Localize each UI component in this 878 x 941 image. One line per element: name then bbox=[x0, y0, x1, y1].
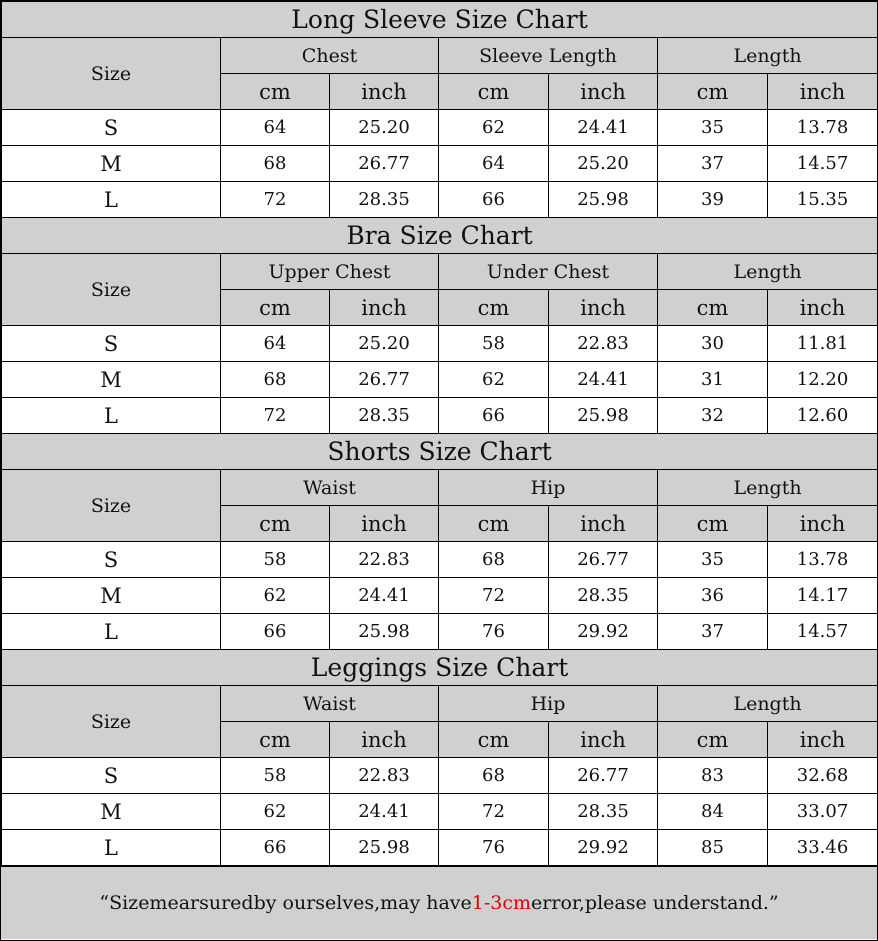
unit-inch-header: inch bbox=[549, 290, 658, 326]
unit-cm-header: cm bbox=[658, 74, 768, 110]
unit-cm-header: cm bbox=[658, 506, 768, 542]
chart-title-row bbox=[2, 650, 878, 686]
measurement-value: 37 bbox=[658, 614, 768, 650]
size-cell: L bbox=[2, 614, 221, 650]
measurement-value: 58 bbox=[439, 326, 549, 362]
unit-cm-header: cm bbox=[221, 722, 330, 758]
unit-inch-header: inch bbox=[768, 74, 878, 110]
size-column-header: Size bbox=[2, 254, 221, 326]
measurement-value: 64 bbox=[221, 326, 330, 362]
measurement-value: 66 bbox=[221, 614, 330, 650]
size-column-header: Size bbox=[2, 38, 221, 110]
measurement-group-header: Length bbox=[658, 38, 878, 74]
measurement-value: 26.77 bbox=[549, 758, 658, 794]
measurement-value: 64 bbox=[221, 110, 330, 146]
measurement-value: 72 bbox=[221, 398, 330, 434]
measurement-value: 14.57 bbox=[768, 146, 878, 182]
measurement-group-row bbox=[2, 470, 878, 506]
unit-cm-header: cm bbox=[221, 506, 330, 542]
unit-cm-header: cm bbox=[439, 74, 549, 110]
size-row bbox=[2, 830, 878, 866]
measurement-value: 25.98 bbox=[330, 614, 439, 650]
measurement-value: 84 bbox=[658, 794, 768, 830]
measurement-value: 14.17 bbox=[768, 578, 878, 614]
size-row bbox=[2, 182, 878, 218]
size-row bbox=[2, 542, 878, 578]
measurement-group-header: Length bbox=[658, 686, 878, 722]
unit-cm-header: cm bbox=[439, 506, 549, 542]
measurement-value: 68 bbox=[221, 362, 330, 398]
measurement-value: 85 bbox=[658, 830, 768, 866]
measurement-group-row bbox=[2, 38, 878, 74]
measurement-value: 62 bbox=[221, 794, 330, 830]
measurement-value: 26.77 bbox=[549, 542, 658, 578]
measurement-value: 12.20 bbox=[768, 362, 878, 398]
size-cell: M bbox=[2, 146, 221, 182]
size-chart-table bbox=[1, 1, 878, 866]
note-text-before: “Sizemearsuredby ourselves,may have bbox=[99, 892, 472, 914]
size-cell: M bbox=[2, 578, 221, 614]
chart-title: Leggings Size Chart bbox=[2, 650, 878, 686]
measurement-value: 76 bbox=[439, 830, 549, 866]
measurement-value: 25.98 bbox=[330, 830, 439, 866]
measurement-value: 33.46 bbox=[768, 830, 878, 866]
measurement-value: 12.60 bbox=[768, 398, 878, 434]
measurement-value: 68 bbox=[439, 542, 549, 578]
measurement-value: 22.83 bbox=[330, 542, 439, 578]
measurement-group-row bbox=[2, 254, 878, 290]
chart-title-row bbox=[2, 218, 878, 254]
size-row bbox=[2, 146, 878, 182]
measurement-group-header: Chest bbox=[221, 38, 439, 74]
measurement-value: 39 bbox=[658, 182, 768, 218]
size-row bbox=[2, 398, 878, 434]
size-cell: L bbox=[2, 830, 221, 866]
measurement-value: 35 bbox=[658, 542, 768, 578]
measurement-value: 15.35 bbox=[768, 182, 878, 218]
measurement-group-header: Sleeve Length bbox=[439, 38, 658, 74]
measurement-group-header: Upper Chest bbox=[221, 254, 439, 290]
unit-cm-header: cm bbox=[439, 722, 549, 758]
chart-title-row bbox=[2, 2, 878, 38]
chart-title-row bbox=[2, 434, 878, 470]
size-cell: L bbox=[2, 182, 221, 218]
measurement-value: 28.35 bbox=[549, 794, 658, 830]
measurement-group-row bbox=[2, 686, 878, 722]
measurement-value: 35 bbox=[658, 110, 768, 146]
size-cell: L bbox=[2, 398, 221, 434]
size-row bbox=[2, 362, 878, 398]
measurement-value: 28.35 bbox=[330, 182, 439, 218]
size-row bbox=[2, 794, 878, 830]
chart-title: Bra Size Chart bbox=[2, 218, 878, 254]
size-row bbox=[2, 326, 878, 362]
measurement-value: 24.41 bbox=[330, 794, 439, 830]
size-cell: M bbox=[2, 794, 221, 830]
unit-inch-header: inch bbox=[768, 722, 878, 758]
unit-inch-header: inch bbox=[330, 506, 439, 542]
measurement-group-header: Hip bbox=[439, 686, 658, 722]
chart-title: Long Sleeve Size Chart bbox=[2, 2, 878, 38]
size-row bbox=[2, 110, 878, 146]
measurement-value: 25.20 bbox=[330, 110, 439, 146]
unit-inch-header: inch bbox=[330, 74, 439, 110]
unit-cm-header: cm bbox=[221, 290, 330, 326]
measurement-value: 72 bbox=[439, 578, 549, 614]
measurement-value: 29.92 bbox=[549, 830, 658, 866]
measurement-group-header: Waist bbox=[221, 470, 439, 506]
size-cell: M bbox=[2, 362, 221, 398]
measurement-value: 26.77 bbox=[330, 146, 439, 182]
measurement-value: 24.41 bbox=[330, 578, 439, 614]
size-cell: S bbox=[2, 542, 221, 578]
measurement-value: 25.20 bbox=[549, 146, 658, 182]
measurement-value: 11.81 bbox=[768, 326, 878, 362]
measurement-value: 64 bbox=[439, 146, 549, 182]
unit-cm-header: cm bbox=[658, 722, 768, 758]
measurement-value: 13.78 bbox=[768, 542, 878, 578]
measurement-value: 68 bbox=[439, 758, 549, 794]
measurement-note bbox=[1, 866, 877, 939]
measurement-value: 29.92 bbox=[549, 614, 658, 650]
measurement-group-header: Length bbox=[658, 470, 878, 506]
measurement-group-header: Waist bbox=[221, 686, 439, 722]
measurement-value: 66 bbox=[439, 398, 549, 434]
measurement-value: 31 bbox=[658, 362, 768, 398]
measurement-value: 25.98 bbox=[549, 182, 658, 218]
measurement-value: 14.57 bbox=[768, 614, 878, 650]
unit-cm-header: cm bbox=[658, 290, 768, 326]
measurement-value: 24.41 bbox=[549, 110, 658, 146]
measurement-value: 25.98 bbox=[549, 398, 658, 434]
note-text-after: error,please understand.” bbox=[531, 892, 779, 914]
unit-inch-header: inch bbox=[768, 506, 878, 542]
measurement-value: 72 bbox=[439, 794, 549, 830]
size-column-header: Size bbox=[2, 686, 221, 758]
measurement-value: 66 bbox=[221, 830, 330, 866]
note-error-range: 1-3cm bbox=[471, 892, 532, 914]
measurement-value: 83 bbox=[658, 758, 768, 794]
measurement-value: 36 bbox=[658, 578, 768, 614]
size-cell: S bbox=[2, 326, 221, 362]
chart-title: Shorts Size Chart bbox=[2, 434, 878, 470]
measurement-group-header: Under Chest bbox=[439, 254, 658, 290]
unit-inch-header: inch bbox=[549, 74, 658, 110]
size-cell: S bbox=[2, 758, 221, 794]
measurement-value: 26.77 bbox=[330, 362, 439, 398]
measurement-value: 28.35 bbox=[330, 398, 439, 434]
measurement-value: 62 bbox=[439, 362, 549, 398]
measurement-value: 22.83 bbox=[549, 326, 658, 362]
measurement-value: 72 bbox=[221, 182, 330, 218]
size-row bbox=[2, 758, 878, 794]
measurement-value: 33.07 bbox=[768, 794, 878, 830]
measurement-value: 76 bbox=[439, 614, 549, 650]
measurement-value: 24.41 bbox=[549, 362, 658, 398]
size-column-header: Size bbox=[2, 470, 221, 542]
unit-cm-header: cm bbox=[221, 74, 330, 110]
unit-inch-header: inch bbox=[549, 722, 658, 758]
measurement-value: 58 bbox=[221, 758, 330, 794]
measurement-value: 22.83 bbox=[330, 758, 439, 794]
measurement-group-header: Length bbox=[658, 254, 878, 290]
measurement-value: 62 bbox=[439, 110, 549, 146]
size-cell: S bbox=[2, 110, 221, 146]
measurement-value: 32.68 bbox=[768, 758, 878, 794]
measurement-value: 68 bbox=[221, 146, 330, 182]
unit-inch-header: inch bbox=[768, 290, 878, 326]
size-chart-body bbox=[2, 2, 878, 866]
measurement-value: 28.35 bbox=[549, 578, 658, 614]
unit-inch-header: inch bbox=[330, 722, 439, 758]
measurement-value: 66 bbox=[439, 182, 549, 218]
size-row bbox=[2, 614, 878, 650]
measurement-value: 30 bbox=[658, 326, 768, 362]
measurement-value: 58 bbox=[221, 542, 330, 578]
unit-inch-header: inch bbox=[549, 506, 658, 542]
unit-cm-header: cm bbox=[439, 290, 549, 326]
unit-inch-header: inch bbox=[330, 290, 439, 326]
measurement-group-header: Hip bbox=[439, 470, 658, 506]
measurement-value: 62 bbox=[221, 578, 330, 614]
measurement-value: 37 bbox=[658, 146, 768, 182]
measurement-value: 32 bbox=[658, 398, 768, 434]
measurement-value: 25.20 bbox=[330, 326, 439, 362]
size-row bbox=[2, 578, 878, 614]
measurement-value: 13.78 bbox=[768, 110, 878, 146]
